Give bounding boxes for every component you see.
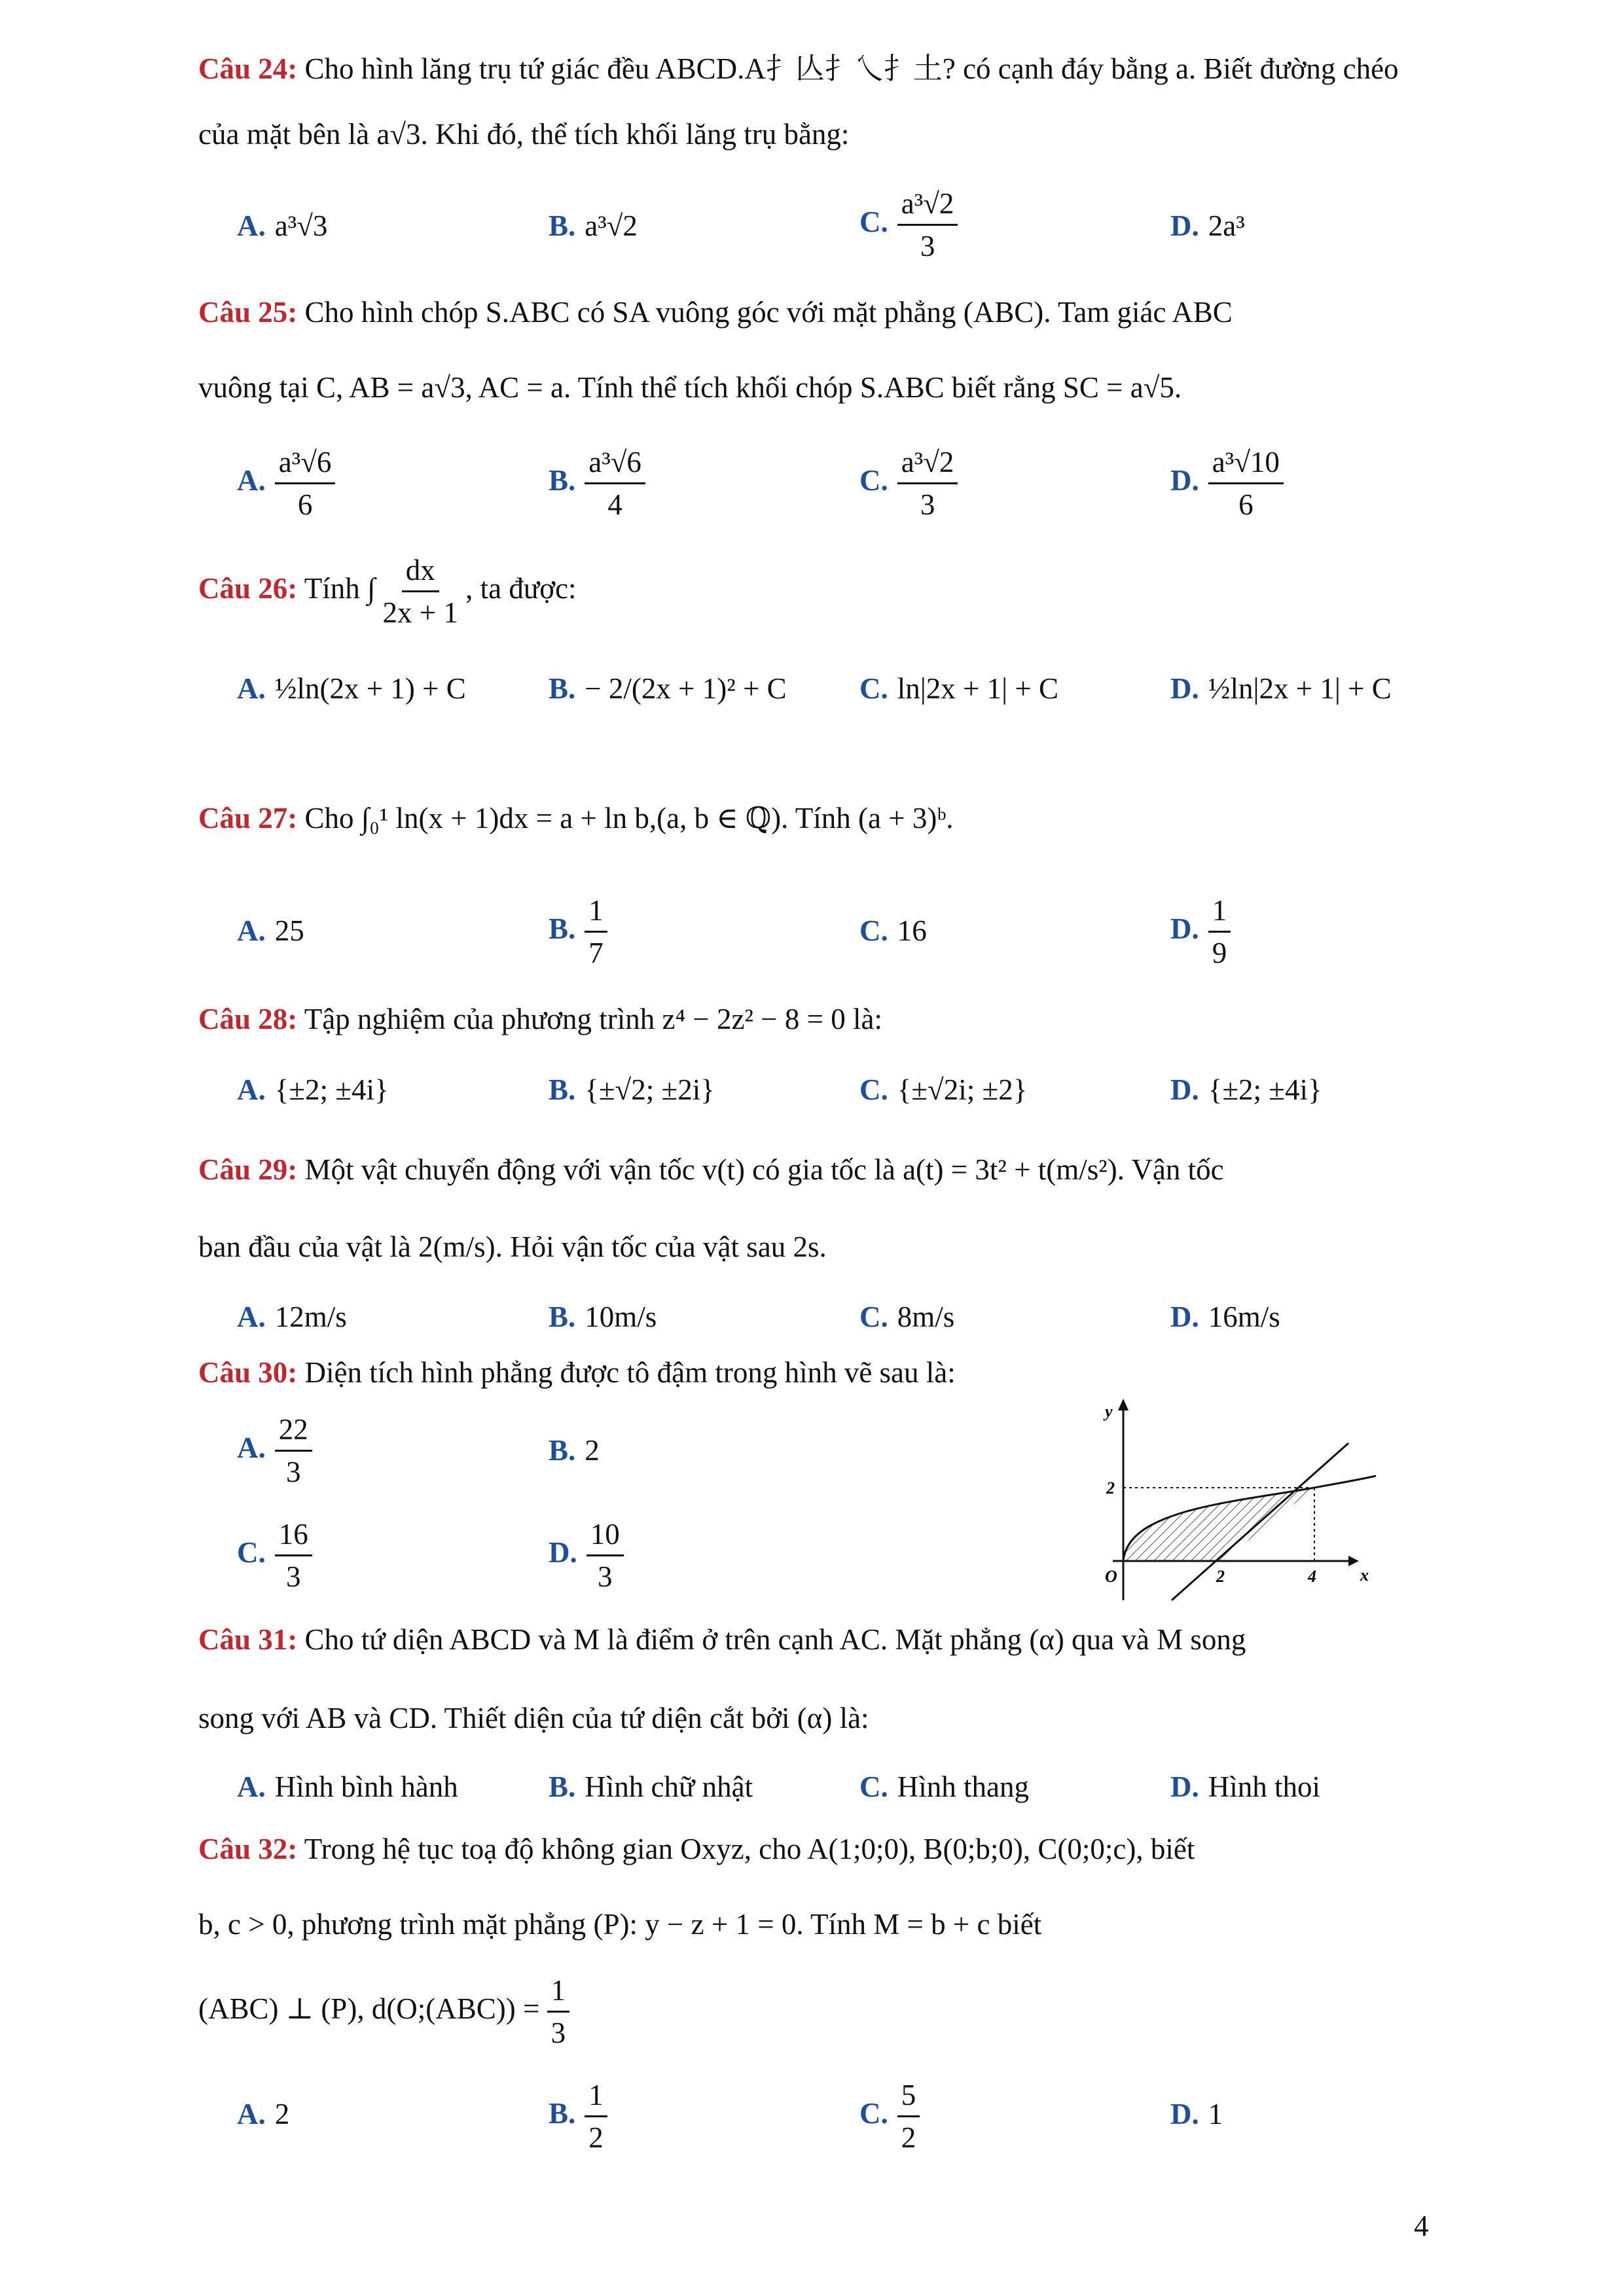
q30-line	[198, 1353, 1442, 1392]
q27-label: Câu 27:	[198, 802, 298, 834]
q30-label: Câu 30:	[198, 1356, 298, 1389]
q25-text-line2: vuông tại C, AB = a√3, AC = a. Tính thể tích khối chóp S.ABC biết rằng SC = a√5.	[198, 371, 1182, 404]
q27-option-b[interactable]: B. $\frac{1}{7}$	[549, 890, 607, 973]
q27-text: Cho ∫₀¹ ln(x + 1)dx = a + ln b,(a, b ∈ ℚ). Tính (a + 3)ᵇ.	[304, 802, 954, 834]
q31-option-b[interactable]: B. Hình chữ nhật	[549, 1770, 753, 1803]
q29-option-a[interactable]: A. 12m/s	[237, 1300, 347, 1333]
tick-y-label: 2	[1106, 1479, 1115, 1498]
q28-text: Tập nghiệm của phương trình z⁴ − 2z² − 8 = 0 là:	[304, 1003, 883, 1035]
q29-option-d[interactable]: D. 16m/s	[1170, 1300, 1280, 1333]
q30-text: Diện tích hình phẳng được tô đậm trong hình vẽ sau là:	[304, 1356, 956, 1389]
q28-label: Câu 28:	[198, 1003, 298, 1035]
q29-text-line2: ban đầu của vật là 2(m/s). Hỏi vận tốc của vật sau 2s.	[198, 1230, 827, 1263]
q32-option-d[interactable]: D. 1	[1170, 2098, 1223, 2130]
q30-option-a[interactable]: A. $\frac{22}{3}$	[237, 1409, 312, 1492]
q26-label: Câu 26:	[198, 571, 298, 605]
q28-line	[198, 999, 1442, 1039]
y-axis-arrow	[1118, 1399, 1128, 1410]
q31-option-a[interactable]: A. Hình bình hành	[237, 1770, 458, 1803]
q30-graph	[1074, 1391, 1388, 1607]
q26-option-b[interactable]: B. − 2/(2x + 1)² + C	[549, 672, 787, 705]
q31-option-d[interactable]: D. Hình thoi	[1170, 1770, 1321, 1803]
q24-option-b[interactable]: B. a³√2	[549, 209, 638, 242]
q27-option-c[interactable]: C. 16	[859, 914, 927, 947]
q28-option-d[interactable]: D. {±2; ±4i}	[1170, 1073, 1322, 1106]
q26-line: Câu 26: Tính ∫ $\frac{dx}{2x + 1}$ , ta được:	[198, 550, 1442, 633]
q30-option-c[interactable]: C. $\frac{16}{3}$	[237, 1514, 312, 1597]
q24-label: Câu 24:	[198, 52, 298, 85]
q32-label: Câu 32:	[198, 1833, 298, 1865]
q25-option-d[interactable]: D. $\frac{\text{a³√10}}{6}$	[1170, 442, 1284, 525]
x-axis-label: x	[1360, 1566, 1369, 1585]
q28-option-a[interactable]: A. {±2; ±4i}	[237, 1073, 389, 1106]
tick-x2-label: 4	[1308, 1567, 1316, 1586]
q25-line1	[198, 293, 1442, 332]
q32-line3: (ABC) ⊥ (P), d(O;(ABC)) = $\frac{1}{3}$	[198, 1970, 1442, 2053]
q26-option-a[interactable]: A. ½ln(2x + 1) + C	[237, 672, 466, 705]
q24-option-a[interactable]: A. a³√3	[237, 209, 328, 242]
q26-option-d[interactable]: D. ½ln|2x + 1| + C	[1170, 672, 1392, 705]
q25-text-line1: Cho hình chóp S.ABC có SA vuông góc với mặt phẳng (ABC). Tam giác ABC	[304, 296, 1233, 329]
q31-text-line1: Cho tứ diện ABCD và M là điểm ở trên cạnh AC. Mặt phẳng (α) qua và M song	[304, 1623, 1246, 1656]
q25-option-c[interactable]: C. $\frac{\text{a³√2}}{3}$	[859, 442, 958, 525]
q31-text-line2: song với AB và CD. Thiết diện của tứ diện cắt bởi (α) là:	[198, 1702, 869, 1734]
q24-option-d[interactable]: D. 2a³	[1170, 209, 1245, 242]
q24-text-line2: của mặt bên là a√3. Khi đó, thể tích khối lăng trụ bằng:	[198, 118, 850, 151]
q32-option-a[interactable]: A. 2	[237, 2098, 290, 2130]
q25-label: Câu 25:	[198, 296, 298, 329]
q27-option-a[interactable]: A. 25	[237, 914, 304, 947]
q29-option-b[interactable]: B. 10m/s	[549, 1300, 657, 1333]
q28-option-c[interactable]: C. {±√2i; ±2}	[859, 1073, 1028, 1106]
q28-option-b[interactable]: B. {±√2; ±2i}	[549, 1073, 715, 1106]
q26-option-c[interactable]: C. ln|2x + 1| + C	[859, 672, 1059, 705]
q26-text-post: , ta được:	[465, 571, 577, 605]
origin-label: O	[1105, 1567, 1117, 1586]
q29-label: Câu 29:	[198, 1153, 298, 1186]
q31-option-c[interactable]: C. Hình thang	[859, 1770, 1029, 1803]
x-axis-arrow	[1348, 1556, 1359, 1566]
q30-option-b[interactable]: B. 2	[549, 1434, 600, 1467]
q25-option-b[interactable]: B. $\frac{\text{a³√6}}{4}$	[549, 442, 645, 525]
q27-option-d[interactable]: D. $\frac{1}{9}$	[1170, 890, 1231, 973]
q32-text-line3: (ABC) ⊥ (P), d(O;(ABC)) =	[198, 1992, 540, 2025]
q29-option-c[interactable]: C. 8m/s	[859, 1300, 955, 1333]
q32-text-line2: b, c > 0, phương trình mặt phẳng (P): y − z + 1 = 0. Tính M = b + c biết	[198, 1908, 1042, 1941]
q30-option-d[interactable]: D. $\frac{10}{3}$	[549, 1514, 624, 1597]
q24-line1	[198, 49, 1442, 88]
q29-line1	[198, 1150, 1442, 1189]
q24-option-c[interactable]: C. $\frac{\text{a³√2}}{3}$	[859, 183, 958, 266]
q32-option-b[interactable]: B. $\frac{1}{2}$	[549, 2075, 607, 2158]
q31-line1	[198, 1620, 1442, 1659]
q27-line	[198, 798, 1442, 838]
page-number: 4	[1414, 2210, 1429, 2242]
q32-option-c[interactable]: C. $\frac{5}{2}$	[859, 2075, 920, 2158]
q26-text-pre: Tính ∫	[304, 571, 376, 605]
q25-option-a[interactable]: A. $\frac{\text{a³√6}}{6}$	[237, 442, 335, 525]
q32-text-line1: Trong hệ tục toạ độ không gian Oxyz, cho A(1;0;0), B(0;b;0), C(0;0;c), biết	[304, 1833, 1195, 1865]
q29-text-line1: Một vật chuyển động với vận tốc v(t) có gia tốc là a(t) = 3t² + t(m/s²). Vận tốc	[304, 1153, 1224, 1186]
tick-x1-label: 2	[1216, 1567, 1225, 1586]
y-axis-label: y	[1105, 1402, 1113, 1421]
q32-line1	[198, 1829, 1442, 1869]
q31-label: Câu 31:	[198, 1623, 298, 1656]
q24-text-line1: Cho hình lăng trụ tứ giác đều ABCD.A扌亾扌乀扌土? có cạnh đáy bằng a. Biết đường chéo	[304, 52, 1399, 85]
